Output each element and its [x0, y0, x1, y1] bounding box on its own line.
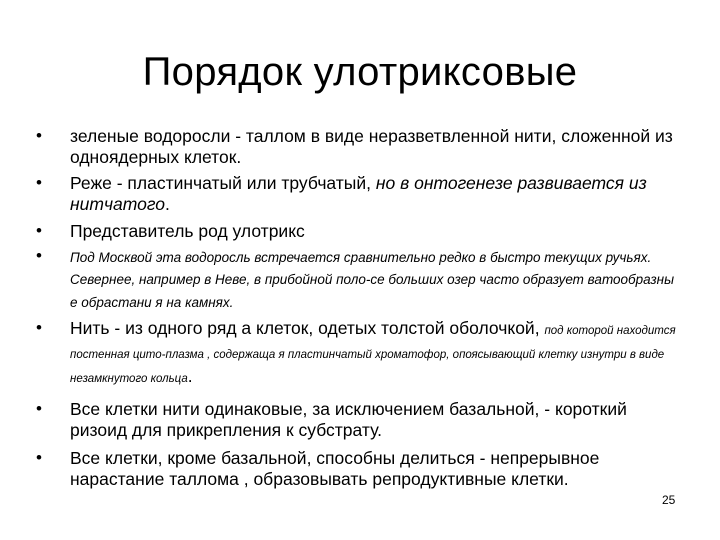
bullet-tail: . — [187, 366, 193, 386]
bullet-item — [36, 126, 676, 167]
slide-title: Порядок улотриксовые — [142, 50, 578, 94]
bullet-item — [36, 173, 676, 214]
bullet-item — [36, 318, 676, 390]
bullet-marker: • — [36, 245, 42, 265]
bullet-marker: • — [36, 126, 42, 145]
bullet-text: Все клетки, кроме базальной, способны делиться - непрерывное нарастание таллома , образовывать репродуктивные клетки. — [70, 448, 600, 489]
bullet-text: Нить - из одного ряд а клеток, одетых толстой оболочкой, — [70, 318, 545, 338]
bullet-list — [36, 126, 676, 489]
bullet-small-italic-text: Под Москвой эта водоросль встречается сравнительно редко в быстро текущих ручьях. Севернее, например в Неве, в прибойной поло-се больших озер часто образует ватообразны е обрастани я на камнях — [70, 249, 674, 310]
bullet-marker: • — [36, 318, 42, 337]
bullet-text: Реже - пластинчатый или трубчатый, — [70, 173, 376, 193]
bullet-text: зеленые водоросли - таллом в виде неразветвленной нити, сложенной из одноядерных клеток. — [70, 126, 673, 167]
bullet-item — [36, 221, 676, 242]
bullet-tail: . — [229, 294, 234, 310]
bullet-item — [36, 448, 676, 489]
bullet-marker: • — [36, 448, 42, 467]
page-number: 25 — [662, 493, 676, 507]
bullet-xs-italic-text: под которой находится постенная цито-плазма , содержаща я пластинчатый хроматофор, опоясывающий клетку изнутри в виде незамкнутого кольца — [70, 325, 676, 385]
bullet-marker: • — [36, 221, 42, 240]
bullet-item — [36, 399, 676, 440]
bullet-text: Все клетки нити одинаковые, за исключением базальной, - короткий ризоид для прикрепления к субстрату. — [70, 399, 627, 440]
bullet-text: Представитель род улотрикс — [70, 221, 305, 241]
bullet-tail: . — [165, 193, 170, 214]
bullet-italic-text: но в онтогенезе развивается из нитчатого — [70, 173, 647, 214]
bullet-marker: • — [36, 399, 42, 418]
bullet-marker: • — [36, 173, 42, 192]
bullet-item — [36, 246, 676, 314]
